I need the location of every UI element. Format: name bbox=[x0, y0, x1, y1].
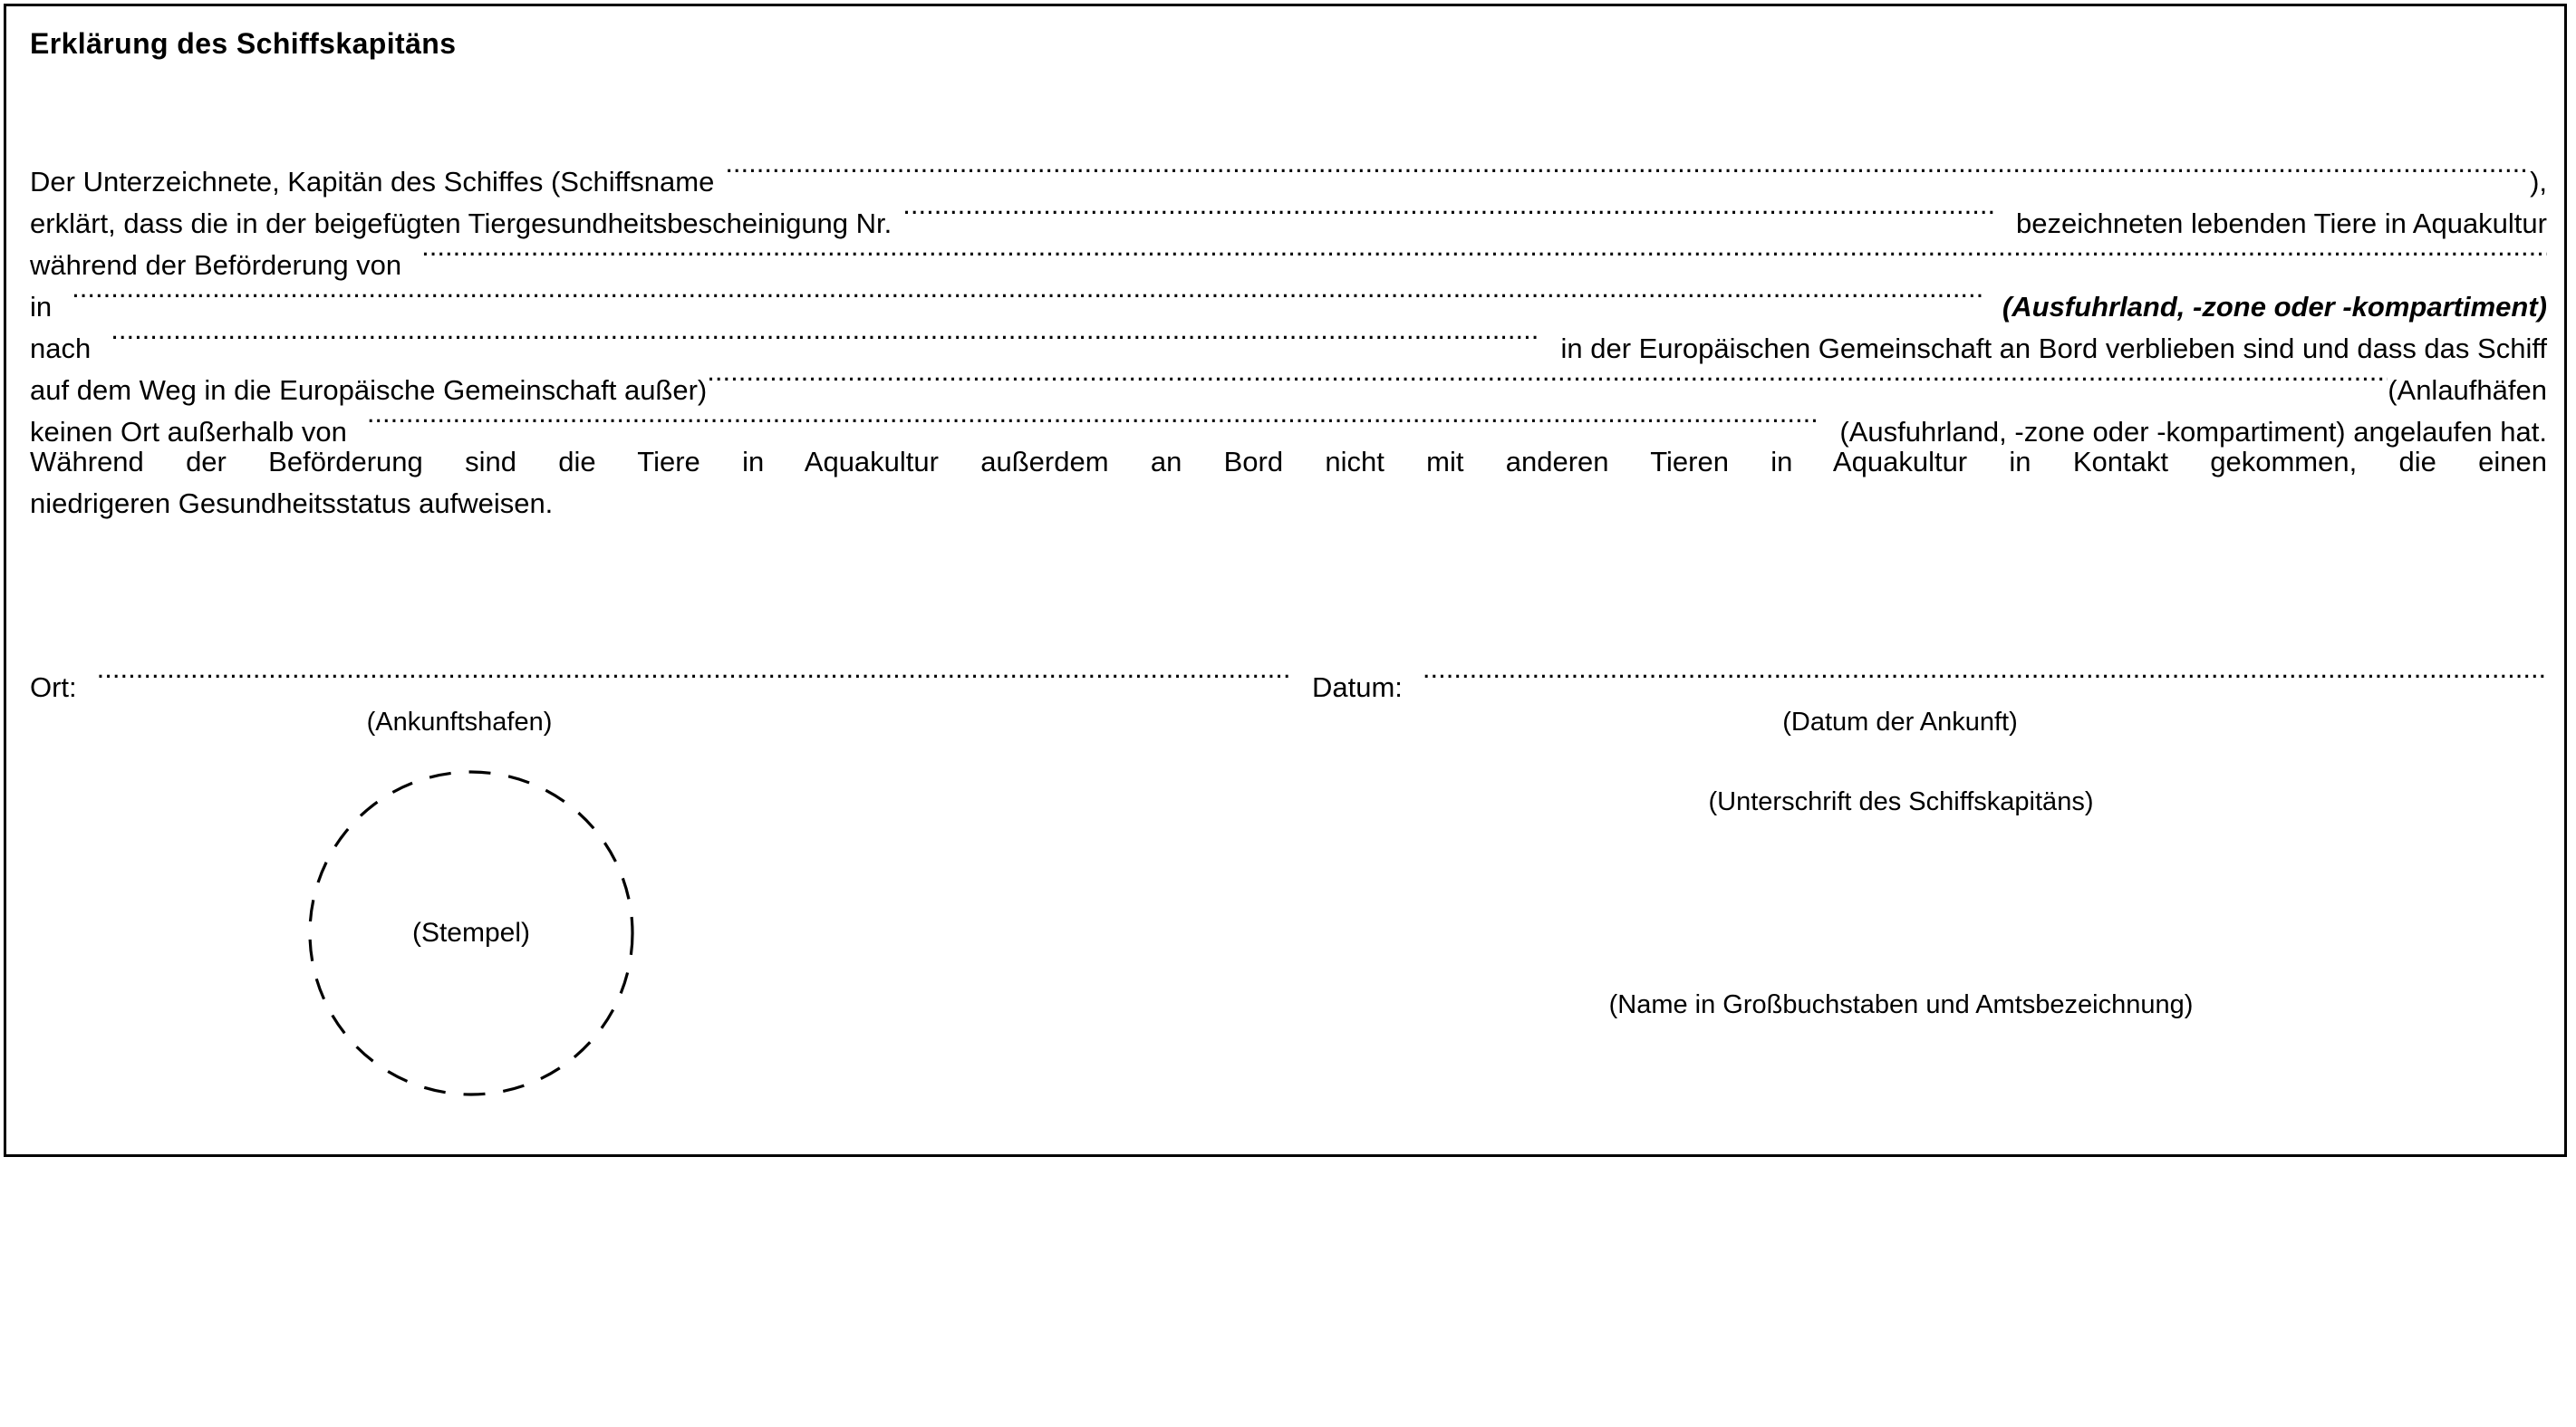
name-and-title-caption: (Name in Großbuchstaben und Amtsbezeichnung) bbox=[1608, 990, 2194, 1019]
dot-leader-transport-from bbox=[421, 233, 2547, 275]
line6-text-b: (Anlaufhäfen bbox=[2388, 374, 2547, 406]
date-label: Datum: bbox=[1312, 671, 1403, 703]
signature-caption: (Unterschrift des Schiffskapitäns) bbox=[1708, 787, 2094, 816]
dot-leader-ship-name bbox=[725, 149, 2530, 191]
title-container bbox=[30, 26, 2541, 61]
paragraph-line-6 bbox=[30, 358, 2547, 406]
line2-text-b: bezeichneten lebenden Tiere in Aquakultur bbox=[2016, 207, 2547, 239]
page-title: Erklärung des Schiffskapitäns bbox=[30, 27, 457, 60]
paragraph-line-1 bbox=[30, 149, 2547, 198]
dot-leader-certificate-no bbox=[902, 191, 1996, 233]
paragraph-line-7 bbox=[30, 400, 2547, 448]
paragraph-line-9 bbox=[30, 483, 2547, 525]
date-caption: (Datum der Ankunft) bbox=[1782, 708, 2018, 737]
paragraph-line-4 bbox=[30, 275, 2547, 323]
place-label: Ort: bbox=[30, 671, 77, 703]
line4-text-italic: (Ausfuhrland, -zone oder -kompartiment) bbox=[2002, 291, 2547, 323]
declaration-paragraph bbox=[30, 149, 2547, 525]
dot-leader-origin bbox=[72, 275, 1983, 316]
place-field bbox=[30, 655, 1292, 709]
line1-text-b: ), bbox=[2530, 166, 2547, 198]
place-date-row bbox=[30, 655, 2547, 709]
line5-text-b: in der Europäischen Gemeinschaft an Bord verblieben sind und dass das Schiff bbox=[1560, 333, 2547, 364]
date-field bbox=[1292, 655, 2547, 709]
declaration-frame bbox=[4, 4, 2567, 1157]
line9-text: niedrigeren Gesundheitsstatus aufweisen. bbox=[30, 487, 554, 519]
line4-text-a: in bbox=[30, 291, 53, 323]
date-input-line[interactable] bbox=[1423, 655, 2547, 697]
line1-text-a: Der Unterzeichnete, Kapitän des Schiffes (Schiffsname bbox=[30, 166, 715, 198]
line7-text-a: keinen Ort außerhalb von bbox=[30, 416, 347, 448]
place-input-line[interactable] bbox=[97, 655, 1292, 697]
dot-leader-destination bbox=[111, 316, 1540, 358]
place-caption: (Ankunftshafen) bbox=[366, 708, 553, 737]
line8-text: Während der Beförderung sind die Tiere in Aquakultur außerdem an Bord nicht mit anderen Tieren in Aquakultur in Kontakt gekommen, die einen bbox=[30, 446, 2547, 477]
dot-leader-outside-place bbox=[367, 400, 1820, 441]
stamp-label: (Stempel) bbox=[411, 918, 531, 948]
line5-text-a: nach bbox=[30, 333, 92, 364]
line6-text-a: auf dem Weg in die Europäische Gemeinschaft außer) bbox=[30, 374, 708, 406]
line2-text-a: erklärt, dass die in der beigefügten Tiergesundheitsbescheinigung Nr. bbox=[30, 207, 892, 239]
line3-text-a: während der Beförderung von bbox=[30, 249, 402, 281]
dot-leader-ports-of-call bbox=[707, 358, 2388, 400]
line7-text-b: (Ausfuhrland, -zone oder -kompartiment) angelaufen hat. bbox=[1839, 416, 2547, 448]
stamp-placeholder bbox=[305, 767, 637, 1099]
paragraph-line-8 bbox=[30, 441, 2547, 483]
